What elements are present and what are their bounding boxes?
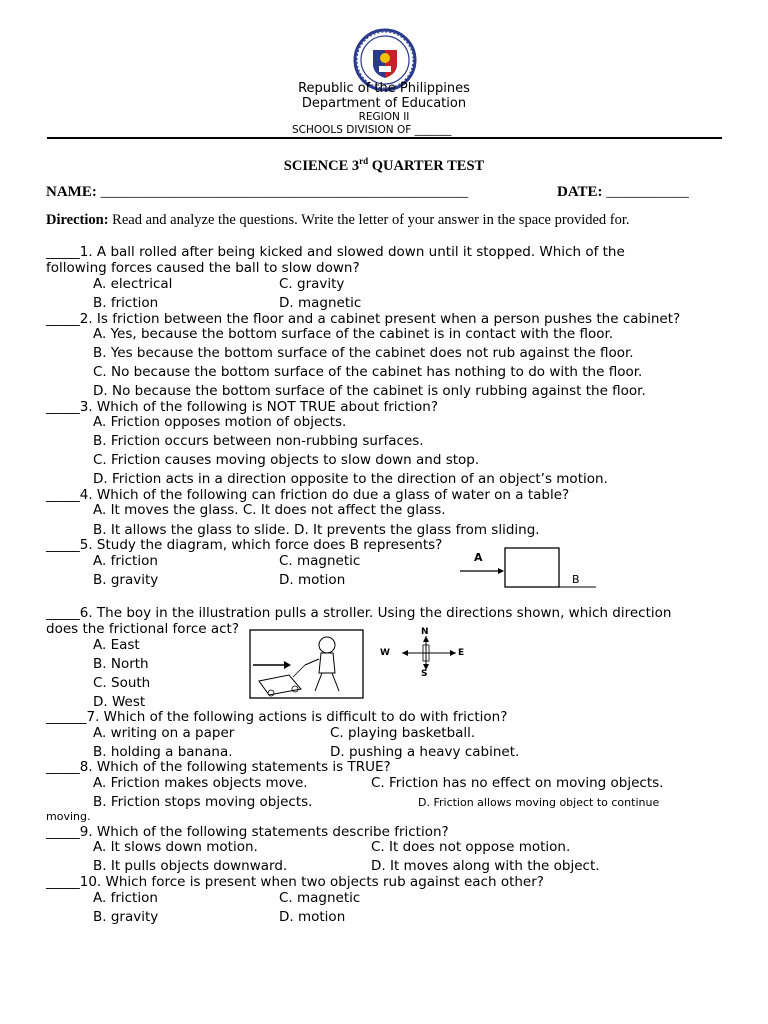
question-9-stem: _____9. Which of the following statements describe friction?	[46, 824, 449, 840]
question-8-stem: _____8. Which of the following statements is TRUE?	[46, 759, 391, 775]
q9-option-a: A. It slows down motion.	[93, 839, 258, 855]
q5-option-b: B. gravity	[93, 572, 159, 588]
compass-north-label: N	[421, 627, 429, 637]
republic-line: Republic of the Philippines	[298, 81, 470, 96]
division-line: SCHOOLS DIVISION OF _______	[292, 124, 452, 136]
q6-option-c: C. South	[93, 675, 151, 691]
q2-option-c: C. No because the bottom surface of the cabinet has nothing to do with the floor.	[93, 364, 643, 380]
q3-option-a: A. Friction opposes motion of objects.	[93, 414, 347, 430]
q8-option-d: D. Friction allows moving object to continue	[418, 796, 660, 809]
name-field[interactable]: NAME: _________________________________________________	[46, 184, 469, 200]
q9-option-d: D. It moves along with the object.	[371, 858, 600, 874]
push-arrowhead	[498, 568, 504, 574]
q8-option-d-cont: moving.	[46, 810, 91, 823]
boy-stroller-illustration	[249, 629, 365, 699]
q1-option-d: D. magnetic	[279, 295, 362, 311]
q4-options-a-c: A. It moves the glass. C. It does not affect the glass.	[93, 502, 446, 518]
q3-option-b: B. Friction occurs between non-rubbing surfaces.	[93, 433, 424, 449]
q4-options-b-d: B. It allows the glass to slide. D. It prevents the glass from sliding.	[93, 522, 540, 538]
direction-text: Direction: Read and analyze the questions. Write the letter of your answer in the space provided for.	[46, 212, 630, 228]
department-line: Department of Education	[301, 96, 467, 111]
q10-option-d: D. motion	[279, 909, 346, 925]
q3-option-c: C. Friction causes moving objects to slow down and stop.	[93, 452, 480, 468]
compass-west-label: W	[380, 648, 390, 658]
q6-option-b: B. North	[93, 656, 149, 672]
q5-option-d: D. motion	[279, 572, 346, 588]
q7-option-c: C. playing basketball.	[330, 725, 476, 741]
question-6-stem-cont: does the frictional force act?	[46, 621, 239, 637]
question-4-stem: _____4. Which of the following can friction do due a glass of water on a table?	[46, 487, 570, 503]
q1-option-c: C. gravity	[279, 276, 345, 292]
question-10-stem: _____10. Which force is present when two objects rub against each other?	[46, 874, 544, 890]
test-title: SCIENCE 3rd QUARTER TEST	[283, 156, 485, 174]
q10-option-c: C. magnetic	[279, 890, 361, 906]
q2-option-a: A. Yes, because the bottom surface of the cabinet is in contact with the floor.	[93, 326, 614, 342]
diagram-label-b: B	[572, 573, 580, 586]
q5-option-c: C. magnetic	[279, 553, 361, 569]
q3-option-d: D. Friction acts in a direction opposite to the direction of an object’s motion.	[93, 471, 608, 487]
q8-option-c: C. Friction has no effect on moving objects.	[371, 775, 664, 791]
compass-south-label: S	[421, 669, 428, 679]
diagram-label-a: A	[474, 551, 483, 564]
question-7-stem: ______7. Which of the following actions is difficult to do with friction?	[46, 709, 508, 725]
compass-east-label: E	[458, 648, 465, 658]
question-3-stem: _____3. Which of the following is NOT TRUE about friction?	[46, 399, 438, 415]
q10-option-b: B. gravity	[93, 909, 159, 925]
q1-option-a: A. electrical	[93, 276, 173, 292]
q8-option-b: B. Friction stops moving objects.	[93, 794, 313, 810]
q6-option-a: A. East	[93, 637, 140, 653]
q7-option-a: A. writing on a paper	[93, 725, 235, 741]
q2-option-d: D. No because the bottom surface of the cabinet is only rubbing against the floor.	[93, 383, 646, 399]
q7-option-b: B. holding a banana.	[93, 744, 233, 760]
q9-option-b: B. It pulls objects downward.	[93, 858, 288, 874]
q8-option-a: A. Friction makes objects move.	[93, 775, 308, 791]
question-1-stem-cont: following forces caused the ball to slow down?	[46, 260, 360, 276]
date-field[interactable]: DATE: ___________	[557, 184, 689, 200]
q2-option-b: B. Yes because the bottom surface of the cabinet does not rub against the floor.	[93, 345, 634, 361]
region-line: REGION II	[358, 111, 410, 123]
header-rule	[47, 137, 722, 139]
q10-option-a: A. friction	[93, 890, 158, 906]
question-6-stem: _____6. The boy in the illustration pulls a stroller. Using the directions shown, which direction	[46, 605, 672, 621]
q6-option-d: D. West	[93, 694, 146, 710]
diagram-box	[505, 548, 559, 587]
q1-option-b: B. friction	[93, 295, 159, 311]
question-1-stem: _____1. A ball rolled after being kicked and slowed down until it stopped. Which of the	[46, 244, 625, 260]
q9-option-c: C. It does not oppose motion.	[371, 839, 571, 855]
q7-option-d: D. pushing a heavy cabinet.	[330, 744, 520, 760]
question-5-stem: _____5. Study the diagram, which force does B represents?	[46, 537, 443, 553]
q5-option-a: A. friction	[93, 553, 158, 569]
question-2-stem: _____2. Is friction between the floor and a cabinet present when a person pushes the cabinet?	[46, 311, 681, 327]
